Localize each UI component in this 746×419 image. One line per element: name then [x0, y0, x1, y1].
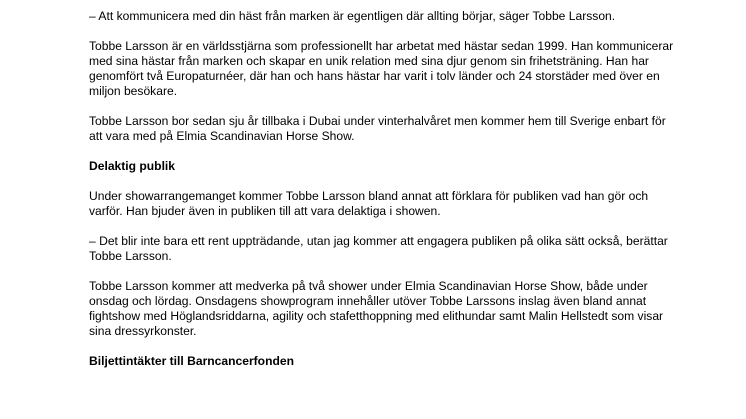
section-heading-biljettintakter: Biljettintäkter till Barncancerfonden	[89, 354, 294, 368]
section-heading-delaktig-publik: Delaktig publik	[89, 159, 176, 173]
quote-paragraph-2: – Det blir inte bara ett rent uppträdande, utan jag kommer att engagera publiken på olika sätt också, berättar Tobbe Larsson.	[89, 234, 668, 263]
dubai-paragraph: Tobbe Larsson bor sedan sju år tillbaka i Dubai under vinterhalvåret men kommer hem till Sverige enbart för att vara med på Elmia Scandinavian Horse Show.	[89, 114, 666, 143]
shows-schedule-paragraph: Tobbe Larsson kommer att medverka på två shower under Elmia Scandinavian Horse Show, både under onsdag och lördag. Onsdagens showprogram innehåller utöver Tobbe Larssons inslag även bland annat fightshow med Höglandsriddarna, agility och stafetthoppning med elithundar samt Malin Hellstedt som visar sina dressyrkonster.	[89, 279, 664, 338]
bio-paragraph: Tobbe Larsson är en världsstjärna som professionellt har arbetat med hästar sedan 1999. Han kommunicerar med sina hästar från marken och skapar en unik relation med sina djur genom sin frihetsträning. Han har genomfört två Europaturnéer, där han och hans hästar har varit i tolv länder och 24 storstäder med över en miljon besökare.	[89, 39, 674, 98]
document-page	[89, 9, 674, 384]
show-explanation-paragraph: Under showarrangemanget kommer Tobbe Larsson bland annat att förklara för publiken vad han gör och varför. Han bjuder även in publiken till att vara delaktiga i showen.	[89, 189, 649, 218]
quote-paragraph-1: – Att kommunicera med din häst från marken är egentligen där allting börjar, säger Tobbe Larsson.	[89, 9, 616, 23]
